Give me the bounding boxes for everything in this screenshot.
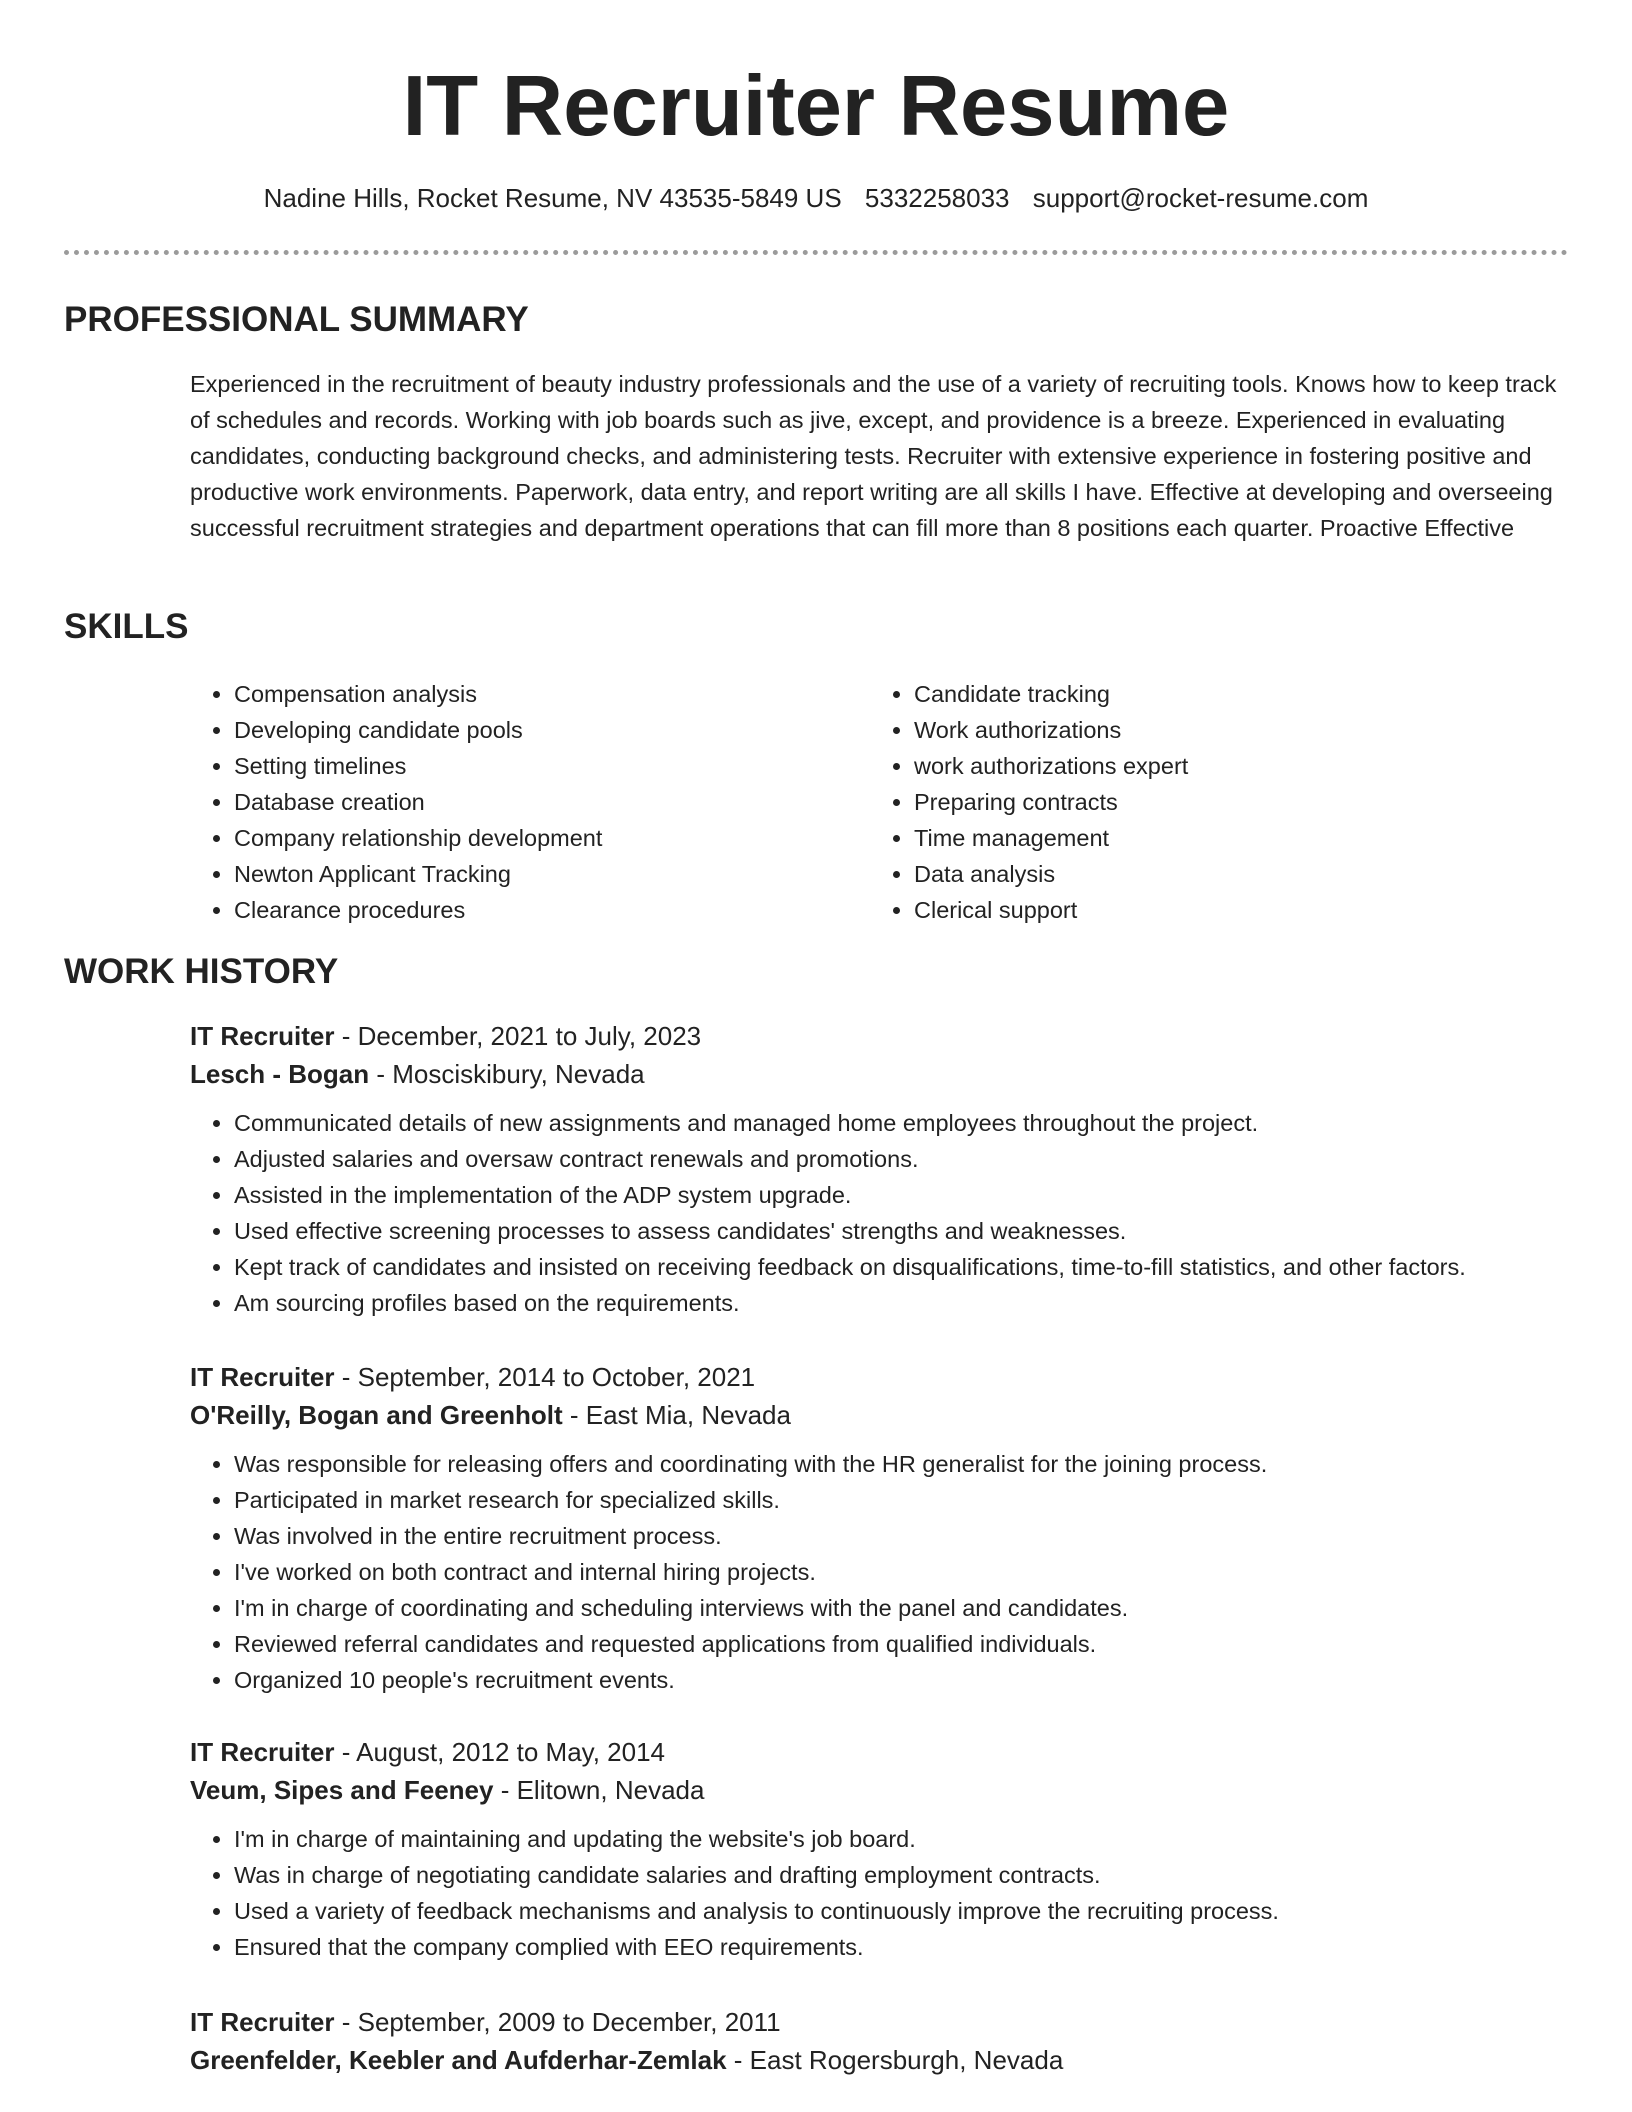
job-bullet-list bbox=[190, 1821, 1570, 1965]
job-bullet: • Adjusted salaries and oversaw contract renewals and promotions. bbox=[234, 1141, 1570, 1177]
skill-item: • Clearance procedures bbox=[234, 892, 874, 928]
contact-address: Nadine Hills, Rocket Resume, NV 43535-5849 US bbox=[263, 183, 842, 213]
job-dates: August, 2012 to May, 2014 bbox=[356, 1737, 666, 1767]
contact-phone: 5332258033 bbox=[864, 183, 1010, 213]
job-company-line bbox=[190, 1396, 1570, 1434]
job-title-line bbox=[190, 1017, 1570, 1055]
job-bullet: • Communicated details of new assignments and managed home employees throughout the project. bbox=[234, 1105, 1570, 1141]
job-separator: - bbox=[726, 2045, 750, 2075]
job-bullet: • I've worked on both contract and internal hiring projects. bbox=[234, 1554, 1570, 1590]
skill-item: • Candidate tracking bbox=[914, 676, 1554, 712]
header-divider bbox=[64, 250, 1568, 255]
skill-item: • Compensation analysis bbox=[234, 676, 874, 712]
job-separator: - bbox=[334, 1737, 357, 1767]
job-title: IT Recruiter bbox=[190, 2007, 335, 2037]
job-company-line bbox=[190, 2041, 1570, 2079]
job-bullet: • Ensured that the company complied with EEO requirements. bbox=[234, 1929, 1570, 1965]
job-bullet-list bbox=[190, 1105, 1570, 1321]
skill-item: • Clerical support bbox=[914, 892, 1554, 928]
job-bullet: • Organized 10 people's recruitment events. bbox=[234, 1662, 1570, 1698]
job-separator: - bbox=[334, 1021, 358, 1051]
job-separator: - bbox=[334, 2007, 358, 2037]
section-heading-work-history: WORK HISTORY bbox=[64, 952, 339, 991]
job-bullet: • Am sourcing profiles based on the requirements. bbox=[234, 1285, 1570, 1321]
skills-list-left bbox=[190, 676, 874, 928]
job-title-line bbox=[190, 1733, 1570, 1771]
job-location: Elitown, Nevada bbox=[516, 1775, 705, 1805]
job-bullet: • Was responsible for releasing offers and coordinating with the HR generalist for the joining process. bbox=[234, 1446, 1570, 1482]
job-bullet: • Used effective screening processes to assess candidates' strengths and weaknesses. bbox=[234, 1213, 1570, 1249]
job-title: IT Recruiter bbox=[190, 1362, 335, 1392]
skill-item: • work authorizations expert bbox=[914, 748, 1554, 784]
skill-item: • Newton Applicant Tracking bbox=[234, 856, 874, 892]
job-location: Mosciskibury, Nevada bbox=[392, 1059, 645, 1089]
skill-item: • Data analysis bbox=[914, 856, 1554, 892]
job-title-line bbox=[190, 2003, 1570, 2041]
job-entry bbox=[190, 1733, 1570, 1965]
job-company-line bbox=[190, 1055, 1570, 1093]
job-bullet: • Was in charge of negotiating candidate salaries and drafting employment contracts. bbox=[234, 1857, 1570, 1893]
job-company: Greenfelder, Keebler and Aufderhar-Zemlak bbox=[190, 2045, 727, 2075]
skill-item: • Preparing contracts bbox=[914, 784, 1554, 820]
job-dates: September, 2014 to October, 2021 bbox=[357, 1362, 756, 1392]
skills-list-right bbox=[870, 676, 1554, 928]
job-bullet: • I'm in charge of maintaining and updating the website's job board. bbox=[234, 1821, 1570, 1857]
summary-text: Experienced in the recruitment of beauty industry professionals and the use of a variety of recruiting tools. Knows how to keep track of schedules and records. Working with job boards such as jive, except, and providence is a breeze. Experienced in evaluating candidates, conducting background checks, and administering tests. Recruiter with extensive experience in fostering positive and productive work environments. Paperwork, data entry, and report writing are all skills I have. Effective at developing and overseeing successful recruitment strategies and department operations that can fill more than 8 positions each quarter. Proactive Effective bbox=[190, 371, 1557, 541]
skill-item: • Company relationship development bbox=[234, 820, 874, 856]
job-title: IT Recruiter bbox=[190, 1737, 335, 1767]
job-entry bbox=[190, 1017, 1570, 1321]
skill-item: • Developing candidate pools bbox=[234, 712, 874, 748]
section-heading-skills: SKILLS bbox=[64, 607, 189, 646]
skill-item: • Database creation bbox=[234, 784, 874, 820]
job-title-line bbox=[190, 1358, 1570, 1396]
job-entry bbox=[190, 2003, 1570, 2079]
skill-item: • Setting timelines bbox=[234, 748, 874, 784]
contact-email: support@rocket-resume.com bbox=[1032, 183, 1369, 213]
job-bullet-list bbox=[190, 1446, 1570, 1698]
job-bullet: • Assisted in the implementation of the ADP system upgrade. bbox=[234, 1177, 1570, 1213]
section-heading-summary: PROFESSIONAL SUMMARY bbox=[64, 300, 529, 339]
job-bullet: • Kept track of candidates and insisted on receiving feedback on disqualifications, time-to-fill statistics, and other factors. bbox=[234, 1249, 1570, 1285]
job-entry bbox=[190, 1358, 1570, 1698]
job-location: East Rogersburgh, Nevada bbox=[749, 2045, 1064, 2075]
job-separator: - bbox=[369, 1059, 393, 1089]
job-title: IT Recruiter bbox=[190, 1021, 335, 1051]
job-bullet: • Participated in market research for specialized skills. bbox=[234, 1482, 1570, 1518]
page-title: IT Recruiter Resume bbox=[402, 59, 1230, 154]
job-separator: - bbox=[562, 1400, 586, 1430]
contact-info bbox=[0, 180, 1632, 216]
skill-item: • Work authorizations bbox=[914, 712, 1554, 748]
job-bullet: • Was involved in the entire recruitment process. bbox=[234, 1518, 1570, 1554]
job-bullet: • Reviewed referral candidates and requested applications from qualified individuals. bbox=[234, 1626, 1570, 1662]
job-company-line bbox=[190, 1771, 1570, 1809]
job-company: O'Reilly, Bogan and Greenholt bbox=[190, 1400, 563, 1430]
job-company: Veum, Sipes and Feeney bbox=[190, 1775, 494, 1805]
job-dates: September, 2009 to December, 2011 bbox=[357, 2007, 781, 2037]
job-company: Lesch - Bogan bbox=[190, 1059, 370, 1089]
job-bullet: • Used a variety of feedback mechanisms and analysis to continuously improve the recruiting process. bbox=[234, 1893, 1570, 1929]
job-location: East Mia, Nevada bbox=[585, 1400, 791, 1430]
job-separator: - bbox=[334, 1362, 358, 1392]
job-bullet: • I'm in charge of coordinating and scheduling interviews with the panel and candidates. bbox=[234, 1590, 1570, 1626]
job-separator: - bbox=[493, 1775, 517, 1805]
skill-item: • Time management bbox=[914, 820, 1554, 856]
job-dates: December, 2021 to July, 2023 bbox=[357, 1021, 702, 1051]
